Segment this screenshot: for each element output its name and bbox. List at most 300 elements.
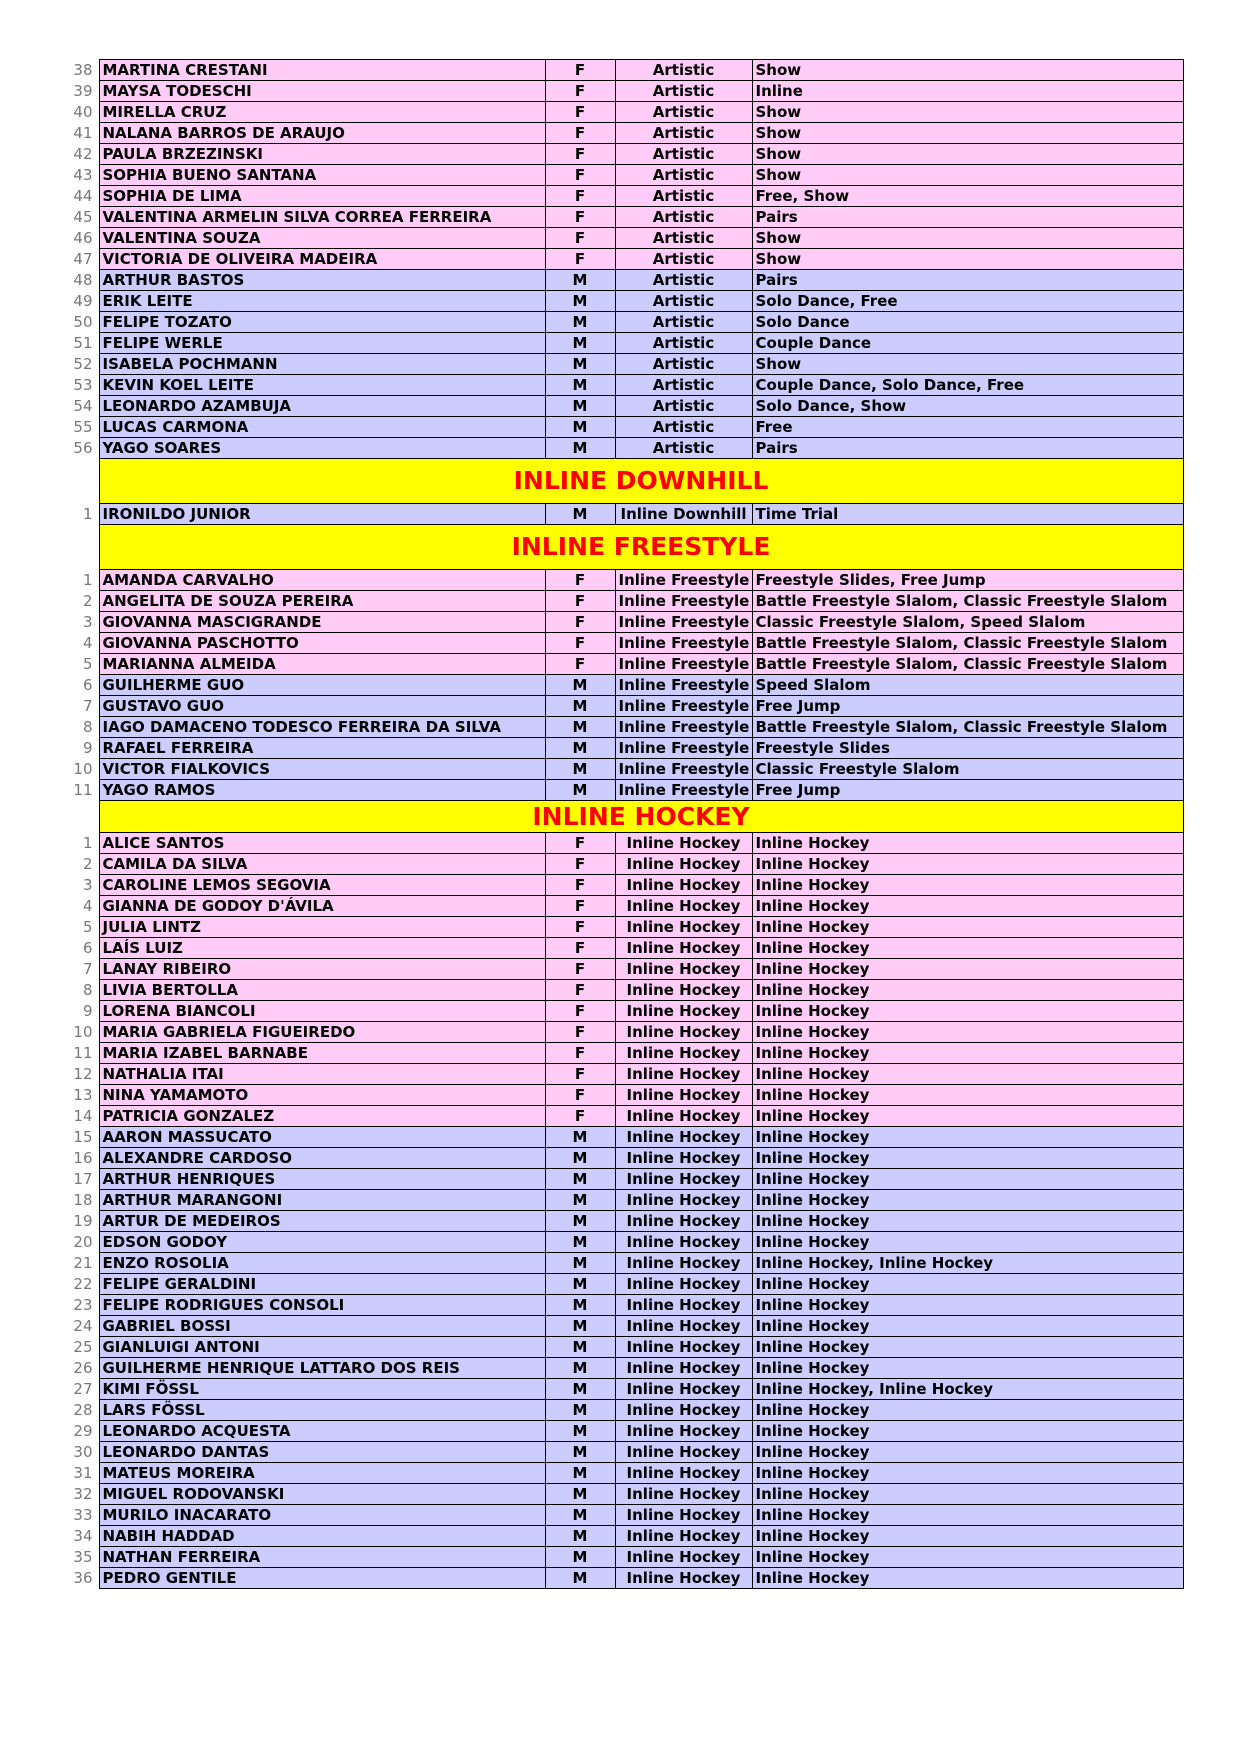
table-row [62,1274,1183,1295]
events-cell: Inline Hockey [752,1085,1183,1106]
discipline-cell: Inline Hockey [615,1463,752,1484]
table-row [62,417,1183,438]
events-cell: Inline Hockey [752,1022,1183,1043]
row-number: 6 [62,675,99,696]
events-cell: Inline Hockey [752,917,1183,938]
gender-cell: M [545,504,615,525]
discipline-cell: Inline Hockey [615,1127,752,1148]
athlete-name: LUCAS CARMONA [99,417,545,438]
discipline-cell: Inline Downhill [615,504,752,525]
table-row [62,1085,1183,1106]
table-row [62,675,1183,696]
row-number: 30 [62,1442,99,1463]
table-row [62,938,1183,959]
athlete-name: RAFAEL FERREIRA [99,738,545,759]
discipline-cell: Inline Freestyle [615,717,752,738]
row-number: 12 [62,1064,99,1085]
row-number: 54 [62,396,99,417]
gender-cell: M [545,1190,615,1211]
athlete-name: LEONARDO AZAMBUJA [99,396,545,417]
row-number: 2 [62,591,99,612]
row-number: 19 [62,1211,99,1232]
athlete-name: MARIA GABRIELA FIGUEIREDO [99,1022,545,1043]
events-cell: Inline Hockey [752,1526,1183,1547]
row-number: 35 [62,1547,99,1568]
gender-cell: F [545,591,615,612]
table-row [62,81,1183,102]
events-cell: Time Trial [752,504,1183,525]
discipline-cell: Artistic [615,375,752,396]
table-row [62,1190,1183,1211]
section-title: INLINE HOCKEY [99,801,1183,833]
discipline-cell: Inline Hockey [615,875,752,896]
athlete-name: LAÍS LUIZ [99,938,545,959]
athlete-name: ARTUR DE MEDEIROS [99,1211,545,1232]
gender-cell: M [545,1442,615,1463]
athlete-name: AARON MASSUCATO [99,1127,545,1148]
row-number: 52 [62,354,99,375]
athlete-roster-body [62,60,1183,1589]
table-row [62,1526,1183,1547]
gender-cell: M [545,396,615,417]
discipline-cell: Inline Hockey [615,1421,752,1442]
discipline-cell: Inline Hockey [615,1400,752,1421]
gender-cell: F [545,186,615,207]
gender-cell: F [545,165,615,186]
discipline-cell: Artistic [615,417,752,438]
athlete-name: GUILHERME GUO [99,675,545,696]
table-row [62,60,1183,81]
section-title: INLINE DOWNHILL [99,459,1183,504]
section-header-spacer [62,525,99,570]
row-number: 10 [62,1022,99,1043]
section-header [62,525,1183,570]
table-row [62,102,1183,123]
discipline-cell: Artistic [615,354,752,375]
table-row [62,1337,1183,1358]
athlete-name: YAGO SOARES [99,438,545,459]
athlete-name: ALICE SANTOS [99,833,545,854]
discipline-cell: Artistic [615,249,752,270]
row-number: 16 [62,1148,99,1169]
row-number: 15 [62,1127,99,1148]
gender-cell: M [545,417,615,438]
row-number: 11 [62,1043,99,1064]
discipline-cell: Inline Hockey [615,1211,752,1232]
table-row [62,354,1183,375]
events-cell: Inline Hockey [752,1547,1183,1568]
discipline-cell: Inline Hockey [615,1085,752,1106]
gender-cell: M [545,1232,615,1253]
gender-cell: F [545,1085,615,1106]
discipline-cell: Inline Hockey [615,1190,752,1211]
discipline-cell: Inline Hockey [615,1253,752,1274]
gender-cell: M [545,696,615,717]
table-row [62,1127,1183,1148]
events-cell: Show [752,228,1183,249]
discipline-cell: Inline Hockey [615,1379,752,1400]
events-cell: Free, Show [752,186,1183,207]
athlete-name: GIANLUIGI ANTONI [99,1337,545,1358]
discipline-cell: Artistic [615,228,752,249]
events-cell: Classic Freestyle Slalom [752,759,1183,780]
gender-cell: F [545,102,615,123]
gender-cell: F [545,875,615,896]
row-number: 11 [62,780,99,801]
athlete-name: ARTHUR HENRIQUES [99,1169,545,1190]
events-cell: Inline Hockey [752,1505,1183,1526]
events-cell: Inline Hockey [752,854,1183,875]
gender-cell: M [545,1526,615,1547]
events-cell: Inline Hockey [752,1043,1183,1064]
athlete-name: ERIK LEITE [99,291,545,312]
row-number: 33 [62,1505,99,1526]
events-cell: Freestyle Slides, Free Jump [752,570,1183,591]
events-cell: Show [752,60,1183,81]
athlete-name: JULIA LINTZ [99,917,545,938]
events-cell: Show [752,144,1183,165]
athlete-name: LIVIA BERTOLLA [99,980,545,1001]
row-number: 23 [62,1295,99,1316]
row-number: 25 [62,1337,99,1358]
gender-cell: F [545,123,615,144]
discipline-cell: Artistic [615,81,752,102]
gender-cell: M [545,1253,615,1274]
row-number: 38 [62,60,99,81]
athlete-name: GUILHERME HENRIQUE LATTARO DOS REIS [99,1358,545,1379]
table-row [62,1001,1183,1022]
athlete-name: PATRICIA GONZALEZ [99,1106,545,1127]
row-number: 40 [62,102,99,123]
athlete-name: LEONARDO DANTAS [99,1442,545,1463]
row-number: 2 [62,854,99,875]
athlete-name: KIMI FÖSSL [99,1379,545,1400]
gender-cell: M [545,333,615,354]
table-row [62,504,1183,525]
discipline-cell: Artistic [615,123,752,144]
discipline-cell: Artistic [615,438,752,459]
discipline-cell: Inline Freestyle [615,591,752,612]
table-row [62,207,1183,228]
table-row [62,980,1183,1001]
table-row [62,1463,1183,1484]
discipline-cell: Inline Hockey [615,1295,752,1316]
row-number: 56 [62,438,99,459]
discipline-cell: Inline Hockey [615,1043,752,1064]
gender-cell: F [545,60,615,81]
row-number: 39 [62,81,99,102]
events-cell: Battle Freestyle Slalom, Classic Freestyle Slalom [752,654,1183,675]
gender-cell: M [545,354,615,375]
table-row [62,1505,1183,1526]
athlete-name: MATEUS MOREIRA [99,1463,545,1484]
athlete-name: MARIA IZABEL BARNABE [99,1043,545,1064]
athlete-name: MIRELLA CRUZ [99,102,545,123]
gender-cell: M [545,1421,615,1442]
events-cell: Inline Hockey [752,1148,1183,1169]
section-header [62,801,1183,833]
athlete-name: FELIPE RODRIGUES CONSOLI [99,1295,545,1316]
events-cell: Show [752,354,1183,375]
gender-cell: M [545,1358,615,1379]
events-cell: Inline Hockey [752,1211,1183,1232]
table-row [62,1106,1183,1127]
row-number: 1 [62,833,99,854]
row-number: 8 [62,717,99,738]
gender-cell: M [545,1211,615,1232]
row-number: 4 [62,633,99,654]
discipline-cell: Inline Hockey [615,1547,752,1568]
events-cell: Show [752,123,1183,144]
gender-cell: M [545,438,615,459]
table-row [62,1022,1183,1043]
discipline-cell: Inline Hockey [615,1169,752,1190]
row-number: 43 [62,165,99,186]
athlete-name: MARIANNA ALMEIDA [99,654,545,675]
section-header-spacer [62,801,99,833]
events-cell: Solo Dance, Free [752,291,1183,312]
athlete-name: GIANNA DE GODOY D'ÁVILA [99,896,545,917]
events-cell: Inline Hockey [752,980,1183,1001]
row-number: 14 [62,1106,99,1127]
gender-cell: M [545,1295,615,1316]
gender-cell: M [545,375,615,396]
discipline-cell: Artistic [615,396,752,417]
gender-cell: F [545,917,615,938]
athlete-name: VICTOR FIALKOVICS [99,759,545,780]
discipline-cell: Inline Hockey [615,1022,752,1043]
discipline-cell: Artistic [615,270,752,291]
discipline-cell: Artistic [615,312,752,333]
athlete-name: FELIPE TOZATO [99,312,545,333]
gender-cell: M [545,717,615,738]
row-number: 7 [62,959,99,980]
events-cell: Couple Dance, Solo Dance, Free [752,375,1183,396]
athlete-name: VALENTINA SOUZA [99,228,545,249]
table-row [62,1148,1183,1169]
events-cell: Inline Hockey [752,896,1183,917]
discipline-cell: Artistic [615,144,752,165]
gender-cell: F [545,570,615,591]
row-number: 46 [62,228,99,249]
row-number: 5 [62,917,99,938]
events-cell: Inline Hockey [752,1400,1183,1421]
events-cell: Inline Hockey [752,1442,1183,1463]
discipline-cell: Inline Hockey [615,959,752,980]
row-number: 17 [62,1169,99,1190]
events-cell: Inline Hockey [752,1232,1183,1253]
table-row [62,1421,1183,1442]
row-number: 4 [62,896,99,917]
row-number: 5 [62,654,99,675]
row-number: 7 [62,696,99,717]
row-number: 6 [62,938,99,959]
row-number: 55 [62,417,99,438]
row-number: 24 [62,1316,99,1337]
table-row [62,1568,1183,1589]
discipline-cell: Inline Freestyle [615,675,752,696]
discipline-cell: Inline Hockey [615,980,752,1001]
gender-cell: F [545,81,615,102]
gender-cell: F [545,896,615,917]
athlete-name: GIOVANNA PASCHOTTO [99,633,545,654]
row-number: 28 [62,1400,99,1421]
discipline-cell: Inline Hockey [615,1484,752,1505]
row-number: 9 [62,1001,99,1022]
discipline-cell: Artistic [615,102,752,123]
athlete-name: NALANA BARROS DE ARAUJO [99,123,545,144]
athlete-name: ARTHUR MARANGONI [99,1190,545,1211]
table-row [62,1043,1183,1064]
table-row [62,1316,1183,1337]
row-number: 51 [62,333,99,354]
table-row [62,1064,1183,1085]
row-number: 1 [62,504,99,525]
table-row [62,270,1183,291]
athlete-name: ENZO ROSOLIA [99,1253,545,1274]
table-row [62,1400,1183,1421]
events-cell: Inline Hockey, Inline Hockey [752,1379,1183,1400]
athlete-roster-table [62,59,1184,1589]
athlete-name: CAMILA DA SILVA [99,854,545,875]
gender-cell: F [545,854,615,875]
gender-cell: M [545,1337,615,1358]
discipline-cell: Inline Hockey [615,1274,752,1295]
gender-cell: F [545,833,615,854]
athlete-name: ARTHUR BASTOS [99,270,545,291]
table-row [62,633,1183,654]
table-row [62,291,1183,312]
events-cell: Inline Hockey [752,1169,1183,1190]
athlete-name: ISABELA POCHMANN [99,354,545,375]
events-cell: Inline Hockey [752,1337,1183,1358]
row-number: 9 [62,738,99,759]
discipline-cell: Inline Hockey [615,938,752,959]
athlete-name: AMANDA CARVALHO [99,570,545,591]
gender-cell: M [545,1547,615,1568]
row-number: 49 [62,291,99,312]
gender-cell: M [545,1484,615,1505]
table-row [62,396,1183,417]
events-cell: Battle Freestyle Slalom, Classic Freestyle Slalom [752,633,1183,654]
gender-cell: M [545,1316,615,1337]
section-header [62,459,1183,504]
discipline-cell: Inline Hockey [615,896,752,917]
discipline-cell: Inline Freestyle [615,633,752,654]
athlete-name: NINA YAMAMOTO [99,1085,545,1106]
events-cell: Inline Hockey [752,1274,1183,1295]
athlete-name: LANAY RIBEIRO [99,959,545,980]
gender-cell: M [545,1148,615,1169]
events-cell: Inline Hockey [752,1568,1183,1589]
row-number: 13 [62,1085,99,1106]
gender-cell: M [545,675,615,696]
row-number: 42 [62,144,99,165]
table-row [62,333,1183,354]
events-cell: Free [752,417,1183,438]
athlete-name: YAGO RAMOS [99,780,545,801]
table-row [62,759,1183,780]
events-cell: Inline Hockey [752,959,1183,980]
discipline-cell: Inline Hockey [615,1442,752,1463]
discipline-cell: Inline Hockey [615,1568,752,1589]
row-number: 32 [62,1484,99,1505]
events-cell: Inline Hockey [752,875,1183,896]
discipline-cell: Inline Freestyle [615,759,752,780]
gender-cell: M [545,738,615,759]
gender-cell: M [545,1274,615,1295]
discipline-cell: Inline Hockey [615,1106,752,1127]
athlete-name: LEONARDO ACQUESTA [99,1421,545,1442]
discipline-cell: Inline Hockey [615,1001,752,1022]
discipline-cell: Inline Hockey [615,1316,752,1337]
events-cell: Inline Hockey [752,1127,1183,1148]
section-header-spacer [62,459,99,504]
table-row [62,875,1183,896]
row-number: 41 [62,123,99,144]
gender-cell: M [545,1169,615,1190]
athlete-name: FELIPE WERLE [99,333,545,354]
gender-cell: F [545,144,615,165]
discipline-cell: Inline Freestyle [615,612,752,633]
row-number: 26 [62,1358,99,1379]
events-cell: Show [752,102,1183,123]
athlete-name: SOPHIA BUENO SANTANA [99,165,545,186]
discipline-cell: Inline Hockey [615,1232,752,1253]
discipline-cell: Inline Hockey [615,854,752,875]
events-cell: Solo Dance [752,312,1183,333]
row-number: 22 [62,1274,99,1295]
row-number: 44 [62,186,99,207]
discipline-cell: Artistic [615,291,752,312]
athlete-name: MARTINA CRESTANI [99,60,545,81]
row-number: 34 [62,1526,99,1547]
athlete-name: GUSTAVO GUO [99,696,545,717]
athlete-name: MAYSA TODESCHI [99,81,545,102]
table-row [62,612,1183,633]
events-cell: Inline Hockey [752,1295,1183,1316]
gender-cell: F [545,228,615,249]
table-row [62,654,1183,675]
row-number: 47 [62,249,99,270]
events-cell: Free Jump [752,780,1183,801]
table-row [62,1484,1183,1505]
table-row [62,1211,1183,1232]
gender-cell: F [545,1001,615,1022]
athlete-name: ALEXANDRE CARDOSO [99,1148,545,1169]
events-cell: Inline [752,81,1183,102]
discipline-cell: Inline Hockey [615,833,752,854]
discipline-cell: Artistic [615,186,752,207]
athlete-name: NATHALIA ITAI [99,1064,545,1085]
gender-cell: F [545,1043,615,1064]
gender-cell: F [545,654,615,675]
table-row [62,1358,1183,1379]
table-row [62,917,1183,938]
row-number: 20 [62,1232,99,1253]
table-row [62,591,1183,612]
table-row [62,186,1183,207]
table-row [62,959,1183,980]
table-row [62,1253,1183,1274]
athlete-name: FELIPE GERALDINI [99,1274,545,1295]
table-row [62,1547,1183,1568]
discipline-cell: Inline Hockey [615,1064,752,1085]
discipline-cell: Artistic [615,333,752,354]
gender-cell: F [545,980,615,1001]
table-row [62,717,1183,738]
events-cell: Inline Hockey [752,1190,1183,1211]
